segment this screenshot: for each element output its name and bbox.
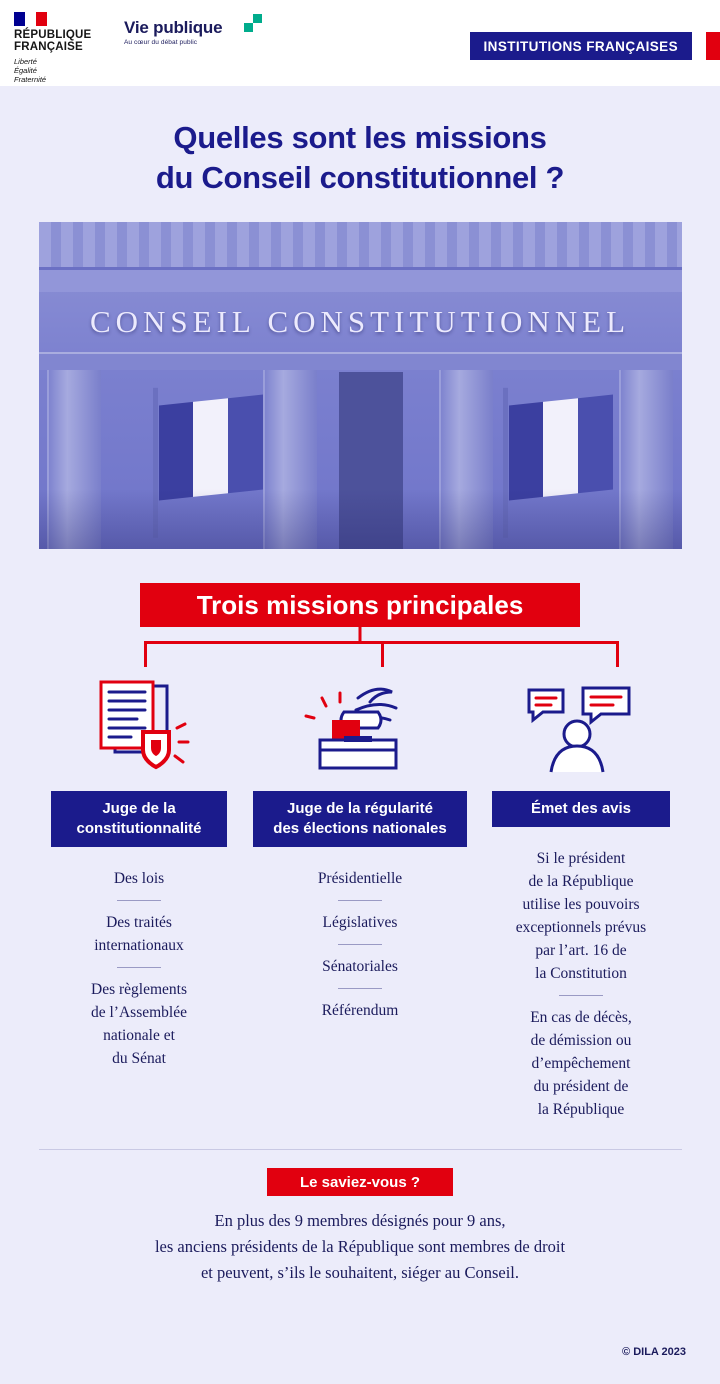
republique-francaise-logo	[14, 12, 110, 84]
photo-entablature	[39, 270, 682, 292]
photo-inscription: CONSEIL CONSTITUTIONNEL	[89, 304, 631, 339]
photo-french-flag	[509, 395, 613, 501]
page-title-line-2: du Conseil constitutionnel ?	[155, 160, 565, 195]
mission-list-avis	[474, 847, 688, 1123]
conseil-constitutionnel-photo	[39, 222, 682, 549]
vie-publique-mark-icon	[244, 14, 262, 32]
republic-line-1: RÉPUBLIQUE	[14, 29, 92, 41]
copyright-credit: © DILA 2023	[622, 1346, 686, 1358]
list-item: Si le président de la République utilise les pouvoirs exceptionnels prévus par l’art. 16 de la Constitution	[515, 850, 647, 982]
category-banner	[470, 32, 720, 60]
mission-column-elections	[253, 675, 467, 1123]
photo-cornice	[39, 222, 682, 270]
list-item: Des traités internationaux	[94, 914, 184, 954]
list-separator	[338, 944, 382, 945]
republic-line-2: FRANÇAISE	[14, 41, 83, 53]
connector-drop-1	[144, 641, 147, 667]
person-speech-bubbles-icon	[521, 675, 641, 785]
mission-list-elections	[253, 867, 467, 1024]
footer-divider	[39, 1149, 682, 1150]
mission-label-constitutionnalite	[51, 791, 227, 847]
infographic-body	[0, 86, 720, 1384]
footer-note-line-2: les anciens présidents de la République sont membres de droit	[154, 1237, 566, 1256]
footer-note-line-3: et peuvent, s’ils le souhaitent, siéger au Conseil.	[200, 1263, 519, 1282]
branch-connectors	[26, 627, 694, 675]
footer-note	[50, 1208, 670, 1286]
mission-label-line-1: Juge de la	[102, 800, 176, 817]
category-banner-label: INSTITUTIONS FRANÇAISES	[470, 32, 692, 60]
republic-motto	[14, 57, 110, 84]
list-separator	[338, 988, 382, 989]
banner-stripe-red	[706, 32, 720, 60]
list-separator	[117, 900, 161, 901]
page-title	[26, 86, 694, 198]
motto-line-2: Égalité	[14, 66, 37, 75]
motto-line-3: Fraternité	[14, 75, 47, 84]
mission-label-line-2: constitutionnalité	[76, 820, 202, 837]
missions-columns	[26, 675, 694, 1123]
mission-label-elections	[253, 791, 467, 847]
list-item: Législatives	[322, 914, 398, 931]
footer-note-line-1: En plus des 9 membres désignés pour 9 ans,	[214, 1211, 506, 1230]
mission-column-constitutionnalite	[32, 675, 246, 1123]
list-item: En cas de décès, de démission ou d’empêchement du président de la République	[530, 1009, 632, 1118]
mission-list-constitutionnalite	[32, 867, 246, 1072]
list-separator	[338, 900, 382, 901]
connector-drop-3	[616, 641, 619, 667]
photo-ledge	[39, 352, 682, 370]
ballot-box-icon	[300, 675, 420, 785]
connector-drop-2	[381, 641, 384, 667]
vie-publique-logo[interactable]	[124, 18, 254, 46]
photo-shadow-overlay	[39, 489, 682, 549]
list-item: Sénatoriales	[322, 958, 398, 975]
banner-stripe-white	[692, 32, 706, 60]
list-item: Des lois	[113, 870, 165, 887]
french-flag-icon	[14, 12, 48, 26]
mission-label-line-1: Juge de la régularité	[287, 800, 433, 817]
list-separator	[117, 967, 161, 968]
photo-french-flag	[159, 395, 263, 501]
page-header	[0, 0, 720, 86]
vie-publique-title: Vie publique	[124, 18, 223, 37]
vie-publique-tagline: Au cœur du débat public	[124, 39, 198, 46]
list-separator	[559, 995, 603, 996]
mission-label-line-2: des élections nationales	[273, 820, 447, 837]
republique-francaise-label	[14, 29, 110, 53]
did-you-know-badge: Le saviez-vous ?	[267, 1168, 453, 1196]
list-item: Présidentielle	[317, 870, 403, 887]
mission-label-line-1: Émet des avis	[530, 800, 632, 817]
mission-label-avis	[492, 791, 670, 827]
document-shield-icon	[81, 675, 197, 785]
missions-banner: Trois missions principales	[140, 583, 580, 627]
list-item: Référendum	[321, 1002, 399, 1019]
mission-column-avis	[474, 675, 688, 1123]
motto-line-1: Liberté	[14, 57, 37, 66]
page-title-line-1: Quelles sont les missions	[173, 120, 547, 155]
list-item: Des règlements de l’Assemblée nationale et du Sénat	[91, 981, 187, 1067]
